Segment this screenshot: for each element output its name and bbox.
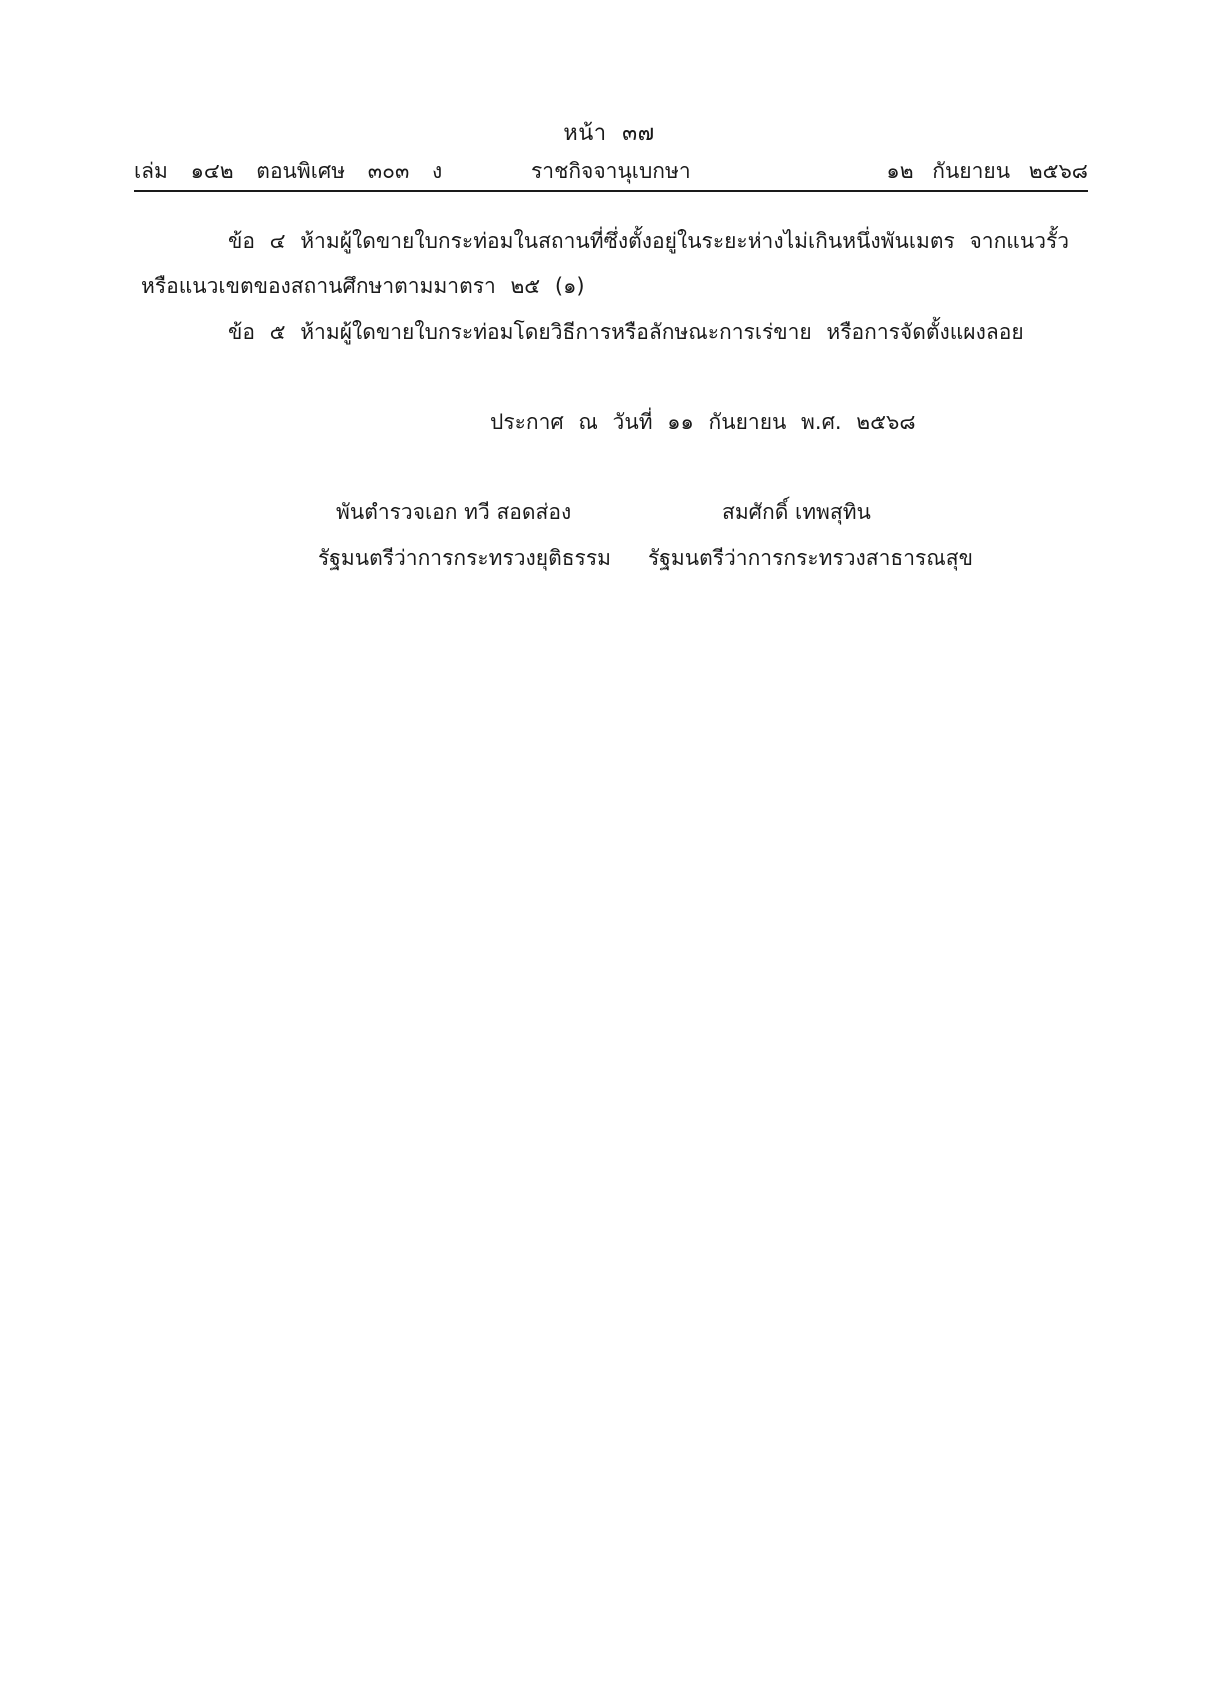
clause-5-line-1: ข้อ ๕ ห้ามผู้ใดขายใบกระท่อมโดยวิธีการหรือลักษณะการเร่ขาย หรือการจัดตั้งแผงลอย	[228, 320, 1024, 344]
clause-4-line-1: ข้อ ๔ ห้ามผู้ใดขายใบกระท่อมในสถานที่ซึ่งตั้งอยู่ในระยะห่างไม่เกินหนึ่งพันเมตร จากแนวรั้ว	[228, 229, 1070, 253]
announcement-date: ประกาศ ณ วันที่ ๑๑ กันยายน พ.ศ. ๒๕๖๘	[490, 410, 916, 434]
signatory-2-title: รัฐมนตรีว่าการกระทรวงสาธารณสุข	[648, 546, 973, 570]
gazette-header	[134, 155, 1088, 189]
signatory-2-name: สมศักดิ์ เทพสุทิน	[722, 500, 871, 524]
volume-issue: เล่ม ๑๔๒ ตอนพิเศษ ๓๐๓ ง	[134, 159, 443, 183]
page-number: หน้า ๓๗	[563, 121, 655, 146]
signatory-1-name: พันตำรวจเอก ทวี สอดส่อง	[336, 500, 572, 524]
publication-date: ๑๒ กันยายน ๒๕๖๘	[886, 159, 1088, 183]
signatory-1-title: รัฐมนตรีว่าการกระทรวงยุติธรรม	[318, 546, 611, 570]
header-divider	[134, 190, 1088, 192]
clause-4-line-2: หรือแนวเขตของสถานศึกษาตามมาตรา ๒๕ (๑)	[141, 274, 585, 298]
gazette-name: ราชกิจจานุเบกษา	[531, 159, 691, 183]
